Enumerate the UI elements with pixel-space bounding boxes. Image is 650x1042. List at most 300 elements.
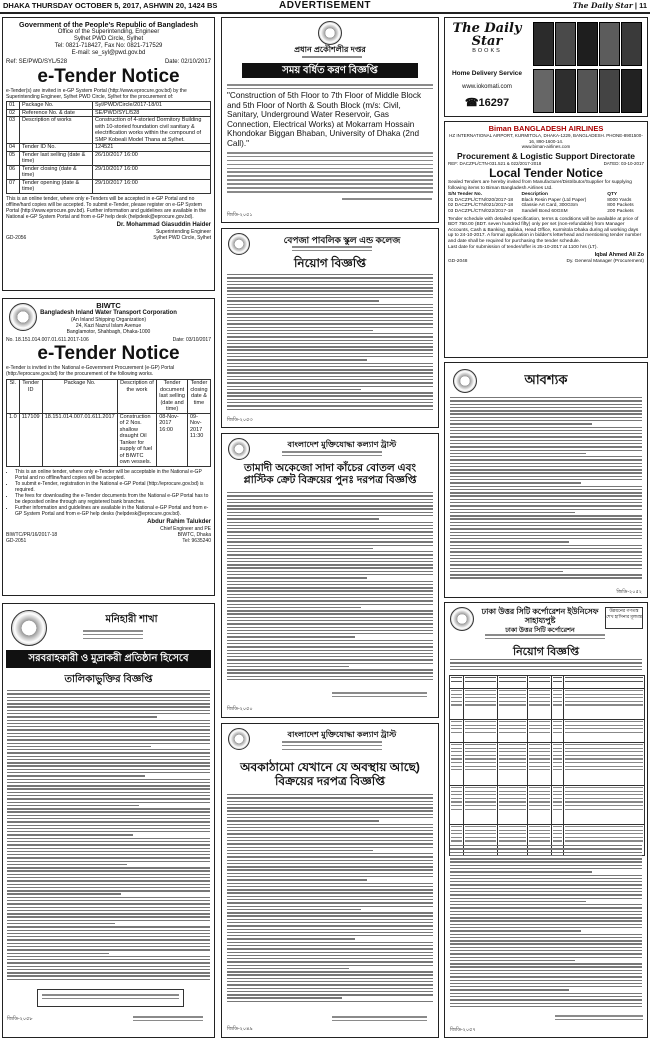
text-line (7, 733, 210, 734)
cell-text (451, 677, 462, 682)
text-line (227, 840, 433, 841)
text-line (227, 274, 433, 275)
header-dateline: DHAKA THURSDAY OCTOBER 5, 2017, ASHWIN 20, 1424 BS (3, 1, 218, 10)
text-line (227, 833, 433, 834)
page-number: 11 (639, 1, 647, 10)
text-line (227, 794, 433, 795)
text-line (7, 769, 210, 770)
text-line (450, 453, 586, 454)
text-line (7, 887, 210, 888)
text-line (450, 973, 642, 974)
text-line (450, 495, 642, 496)
text-line (450, 568, 642, 569)
text-line (7, 923, 115, 924)
brand-sub: BOOKS (472, 48, 502, 54)
notice-intro: e-Tender(s) are invited in e-GP System Portal (http://www.eprocure.gov.bd) by the Superintending Engineer, Sylhet PWD Circle, Sylhet for the procurement of: (6, 88, 187, 100)
text-line (227, 627, 433, 628)
table-cell: 8000 Yards (607, 197, 632, 203)
cell-text (499, 721, 526, 733)
text-line (450, 901, 586, 902)
text-line (227, 297, 433, 298)
ad-dncc-recruitment (444, 602, 648, 1038)
row-number: 06 (7, 165, 20, 179)
text-line (227, 922, 433, 923)
header-brand: The Daily Star | 11 (572, 1, 647, 10)
text-line (7, 972, 210, 973)
signer-title: Dy. General Manager (Procurement) (566, 258, 644, 264)
text-line (227, 317, 433, 318)
text-line (227, 587, 433, 588)
text-line (7, 759, 210, 760)
table-cell (463, 743, 497, 786)
text-line (450, 989, 569, 990)
text-line (227, 676, 433, 677)
text-line (227, 679, 433, 680)
text-line (7, 953, 109, 954)
notice-title: তামাদী অকেজো সাদা কাঁচের বোতল এবং প্লাস্টিক ক্রেট বিক্রয়ের পুনঃ দরপত্র বিজ্ঞপ্তি (243, 462, 417, 486)
text-line (227, 886, 433, 887)
text-line (227, 323, 433, 324)
cell-text (451, 690, 462, 706)
text-line (7, 828, 210, 829)
text-line (227, 620, 433, 621)
text-line (227, 797, 433, 798)
email-line: E-mail: se_syl@pwd.gov.bd (71, 50, 146, 56)
text-line (227, 899, 433, 900)
text-line (450, 911, 642, 912)
ad-monihari (2, 603, 215, 1038)
text-line (227, 902, 433, 903)
text-line (7, 710, 210, 711)
table-cell (552, 689, 564, 720)
text-line (227, 801, 433, 802)
text-line (227, 343, 433, 344)
text-line (7, 874, 210, 875)
table-cell (450, 786, 464, 825)
notice-body: This is an online tender, where only e-Tenders will be accepted in e-GP Portal and no offline/hard copies will be accepted. To submit e-Tender, please register on e-GP System Portal (http://www.eprocure.gov.bd). Further information and guidelines are available in the National e-GP System Portal and from e-GP help desk (helpdesk@eprocure.gov.bd). (6, 195, 207, 220)
text-line (450, 459, 642, 460)
text-line (227, 656, 433, 657)
table-row (450, 743, 645, 786)
book-cover (621, 22, 642, 66)
table-cell: 1.0 (7, 413, 20, 466)
body-text (227, 492, 433, 687)
office-line: Office of the Superintending, Engineer (57, 29, 160, 35)
text-line (450, 845, 642, 846)
text-line (7, 893, 121, 894)
text-line (450, 970, 642, 971)
text-line (227, 512, 433, 513)
text-line (7, 870, 210, 871)
notice-bullets (6, 469, 211, 517)
section-title: মনিহারী শাখা (105, 614, 158, 625)
text-line (7, 703, 210, 704)
text-line (227, 518, 379, 519)
row-label: Package No. (20, 102, 93, 110)
text-line (227, 827, 433, 828)
row-number: 07 (7, 179, 20, 193)
text-line (227, 508, 433, 509)
text-line (450, 976, 642, 977)
notice-intro: Sealed Tenders are hereby invited from Manufacturer/Distributor/Supplier for supplying following items to Biman Bangladesh Airlines Ltd. (448, 180, 632, 191)
text-line (7, 693, 210, 694)
books-logo (447, 22, 527, 54)
ref-number: Ref: SE/PWD/SYL/528 (6, 59, 68, 65)
table-cell (552, 720, 564, 743)
notice-title: আবশ্যক (524, 372, 568, 387)
text-line (450, 930, 581, 931)
text-line (450, 861, 642, 862)
text-line (7, 795, 210, 796)
text-line (7, 936, 210, 937)
text-line (450, 486, 642, 487)
text-line (227, 327, 433, 328)
org-name: বাংলাদেশ মুক্তিযোদ্ধা কল্যাণ ট্রাস্ট (287, 440, 397, 449)
text-line (227, 991, 433, 992)
column-header: Tender closing date & time (187, 380, 210, 414)
body-text (227, 274, 433, 410)
text-line (227, 824, 433, 825)
text-line (450, 950, 642, 951)
text-line (450, 1006, 642, 1007)
org-sub: ঢাকা উত্তর সিটি কর্পোরেশন (505, 627, 575, 634)
gd-code: জিডি-২০৫৩ (227, 417, 253, 423)
text-line (450, 983, 642, 984)
text-line (227, 336, 433, 337)
text-line (450, 907, 642, 908)
text-line (450, 430, 642, 431)
table-cell (552, 786, 564, 825)
text-line (227, 541, 433, 542)
tender-table (6, 379, 211, 467)
gov-emblem (11, 610, 47, 646)
text-line (450, 509, 642, 510)
text-line (227, 561, 433, 562)
gd-code: জিডি-২০৫৭ (450, 1027, 476, 1033)
text-line (227, 558, 433, 559)
text-line (227, 659, 433, 660)
text-line (7, 956, 210, 957)
text-line (7, 903, 210, 904)
text-line (450, 571, 563, 572)
text-line (227, 567, 433, 568)
text-line (227, 389, 361, 390)
text-line (450, 858, 642, 859)
text-line (227, 281, 433, 282)
text-line (227, 363, 433, 364)
text-line (7, 825, 210, 826)
text-line (7, 785, 210, 786)
text-line (450, 413, 642, 414)
notice-title: Local Tender Notice (489, 166, 603, 180)
text-line (7, 765, 210, 766)
deadline: Last date for submission of tender/offer is 25-10-2017 at 1100 hrs (LT). (448, 244, 598, 250)
text-line (450, 482, 581, 483)
positions-table (449, 675, 645, 856)
text-line (450, 917, 642, 918)
row-value: Construction of 4-storied Dormitory Building with 10-storied foundation civil sanitary & electrification works within the compound of SMP Kobeali Model Thana at Sylhet. (93, 117, 211, 144)
cell-text (451, 721, 462, 733)
table-row (7, 117, 211, 144)
text-line (450, 947, 642, 948)
text-line (7, 857, 210, 858)
text-line (227, 525, 433, 526)
text-line (450, 993, 642, 994)
text-line (7, 930, 210, 931)
cell-text (499, 826, 526, 842)
text-line (7, 792, 210, 793)
text-line (450, 541, 569, 542)
text-line (450, 924, 642, 925)
circle-line: Sylhet PWD Circle, Sylhet (73, 36, 144, 42)
org-name: বেপজা পাবলিক স্কুল এন্ড কলেজ (283, 235, 401, 245)
text-line (227, 346, 433, 347)
body-text (450, 845, 642, 1010)
text-line (450, 966, 642, 967)
text-line (7, 726, 210, 727)
text-line (7, 880, 210, 881)
table-cell (527, 676, 552, 689)
gd-code: জিডি-২০৫৮ (7, 1016, 33, 1022)
notice-box (37, 989, 184, 1007)
row-label: Tender closing (date & time) (20, 165, 93, 179)
ref-date: DATED: 03-10-2017 (603, 160, 644, 166)
text-line (227, 535, 433, 536)
cell-text (451, 826, 462, 842)
row-value: 29/10/2017 16:00 (93, 179, 211, 193)
text-line (227, 607, 361, 608)
header-section: ADVERTISEMENT (278, 0, 372, 11)
text-line (450, 472, 642, 473)
biwtc-logo (9, 303, 37, 331)
text-line (7, 756, 210, 757)
text-line (227, 997, 342, 998)
text-line (7, 933, 210, 934)
cell-text (451, 744, 462, 770)
table-cell (463, 786, 497, 825)
column-header: Package No. (42, 380, 117, 414)
cell-text (565, 787, 643, 810)
table-cell (564, 743, 645, 786)
text-line (7, 772, 210, 773)
gd-code: জিডি-২০৫২ (616, 589, 642, 595)
text-line (450, 558, 642, 559)
text-line (7, 939, 210, 940)
cell-text (465, 690, 496, 706)
text-line (227, 571, 433, 572)
text-line (227, 814, 433, 815)
table-row (7, 102, 211, 110)
table-cell (564, 786, 645, 825)
text-line (450, 479, 642, 480)
notice-intro: e-Tender is invited in the National e-Government Procurement (e-GP) Portal (http://eprocure.gov.bd) for the procurement of the following works. (6, 365, 175, 377)
dncc-logo (450, 607, 474, 631)
text-line (227, 409, 433, 410)
text-line (227, 359, 367, 360)
text-line (227, 804, 433, 805)
text-line (227, 876, 433, 877)
text-line (450, 538, 642, 539)
text-line (7, 910, 210, 911)
text-line (227, 564, 433, 565)
text-line (450, 875, 642, 876)
text-line (450, 456, 642, 457)
text-line (227, 492, 433, 493)
table-cell: 800 Packets (607, 203, 634, 209)
text-line (7, 907, 210, 908)
cell-text (565, 677, 643, 682)
text-line (450, 450, 642, 451)
cell-text (529, 721, 551, 733)
ad-freedom-fighter-trust-2 (221, 723, 439, 1038)
text-line (227, 883, 433, 884)
cell-text (565, 744, 643, 770)
table-cell (527, 689, 552, 720)
table-cell: 03 DACZPL/CTN/022/2017-18 (448, 208, 514, 214)
tender-items (448, 192, 644, 214)
text-line (450, 397, 642, 398)
book-cover (599, 22, 620, 66)
signer-name: Abdur Rahim Talukder (147, 518, 211, 525)
trust-logo (228, 728, 250, 750)
text-line (7, 841, 210, 842)
text-line (227, 971, 433, 972)
text-line (7, 916, 210, 917)
table-cell (450, 689, 464, 720)
text-line (450, 528, 642, 529)
table-cell (497, 743, 527, 786)
row-label: Tender opening (date & time) (20, 179, 93, 193)
cell-text (529, 677, 551, 682)
text-line (450, 868, 642, 869)
text-line (227, 284, 433, 285)
table-cell (463, 676, 497, 689)
table-row (7, 179, 211, 193)
text-line (227, 935, 433, 936)
gd-code: GD-2056 (6, 234, 27, 241)
hotline-number: 16297 (478, 97, 510, 109)
cell-text (499, 677, 526, 682)
ref-date: Date: 02/10/2017 (164, 59, 211, 65)
text-line (227, 386, 433, 387)
cell-text (565, 690, 643, 706)
text-line (227, 810, 433, 811)
text-line (227, 938, 355, 939)
text-line (227, 663, 433, 664)
notice-subtitle: তালিকাভুক্তির বিজ্ঞপ্তি (64, 674, 153, 685)
table-cell (497, 676, 527, 689)
text-line (450, 855, 642, 856)
gd-code: GD-2051 (6, 537, 27, 544)
table-cell (497, 720, 527, 743)
text-line (450, 436, 642, 437)
ad-biwtc (2, 298, 215, 596)
table-cell: Glassie Art Card, 300GSm (521, 203, 579, 209)
text-line (7, 959, 210, 960)
org-address-1: 24, Kazi Nazrul Islam Avenue (75, 323, 142, 329)
text-line (7, 854, 210, 855)
notice-body: Tender schedule with detailed specification, terms & conditions will be available at price of BDT 750.00 (BDT. seven hundred fifty) only per set (non-refundable) from Manager Accounts, Cash & Banking, Balaka, Head Office, Kurmitola Dhaka during all working days up to 24-10-2017. A formal application in bidder's letterhead and mentioning tender number and date shall be required for purchasing the tender schedule. (448, 216, 642, 244)
text-line (227, 548, 373, 549)
cell-text (553, 721, 562, 733)
table-cell (463, 689, 497, 720)
text-line (450, 848, 642, 849)
table-cell (564, 720, 645, 743)
cell-text (465, 744, 496, 770)
text-line (450, 953, 642, 954)
cell-text (529, 787, 551, 810)
text-line (227, 590, 433, 591)
cell-text (565, 721, 643, 733)
text-line (450, 564, 642, 565)
gov-title: Government of the People's Republic of Bangladesh (18, 20, 199, 29)
ad-sylhet-pwd (2, 17, 215, 291)
text-line (227, 965, 433, 966)
row-label: Tender ID No. (20, 144, 93, 152)
text-line (450, 525, 642, 526)
body-text (227, 794, 433, 1009)
row-value: SE/PWD/SYL/528 (93, 109, 211, 117)
text-line (227, 545, 433, 546)
text-line (450, 410, 642, 411)
signer-office: BIWTC, Dhaka (177, 531, 211, 538)
text-line (227, 879, 367, 880)
text-line (450, 891, 642, 892)
signer-office: Sylhet PWD Circle, Sylhet (153, 234, 211, 241)
text-line (227, 909, 361, 910)
column-header: Tender document last selling (date and time) (157, 380, 188, 414)
text-line (227, 538, 433, 539)
text-line (227, 382, 433, 383)
text-line (7, 969, 210, 970)
table-row (450, 676, 645, 689)
table-cell (527, 786, 552, 825)
project-title: "Construction of 5th Floor to 7th Floor of Middle Block and 5th Floor of North & South Block (m/s: Civil, Sanitary, Underground Water Reservoir, Gas Connection, Electrical Works) at Mokarram Hossain Khondokar Biggan Bhaban, University of Dhaka (2nd Call)." (227, 91, 422, 148)
text-line (450, 446, 642, 447)
cell-text (465, 826, 496, 842)
column-header: S/N Tender No. (448, 192, 483, 198)
list-item: • This is an online tender, where only e-Tender will be acceptable in the National e-GP Portal and no offline/hard copies will be accepted. (15, 469, 211, 481)
table-row (450, 786, 645, 825)
text-line (450, 963, 642, 964)
text-line (450, 914, 642, 915)
row-number: 02 (7, 109, 20, 117)
text-line (227, 1001, 433, 1002)
office-tel: Tel: 9635240 (182, 537, 211, 544)
text-line (450, 980, 642, 981)
text-line (450, 904, 642, 905)
text-line (7, 811, 210, 812)
text-line (227, 333, 433, 334)
cell-text (553, 826, 562, 842)
text-line (227, 379, 433, 380)
text-line (450, 940, 642, 941)
text-line (227, 405, 433, 406)
table-cell (552, 743, 564, 786)
text-line (450, 551, 642, 552)
text-line (450, 404, 642, 405)
notice-title: নিয়োগ বিজ্ঞপ্তি (512, 646, 580, 658)
text-line (227, 847, 433, 848)
org-name: প্রধান প্রকৌশলীর দপ্তর (294, 45, 366, 54)
text-line (7, 782, 210, 783)
text-line (450, 881, 642, 882)
org-name: ঢাকা উত্তর সিটি কর্পোরেশন ইউনিসেফ সাহায্যপুষ্ট (481, 607, 599, 625)
text-line (227, 948, 433, 949)
text-line (227, 633, 433, 634)
text-line (227, 294, 433, 295)
row-value: 26/10/2017 16:00 (93, 151, 211, 165)
